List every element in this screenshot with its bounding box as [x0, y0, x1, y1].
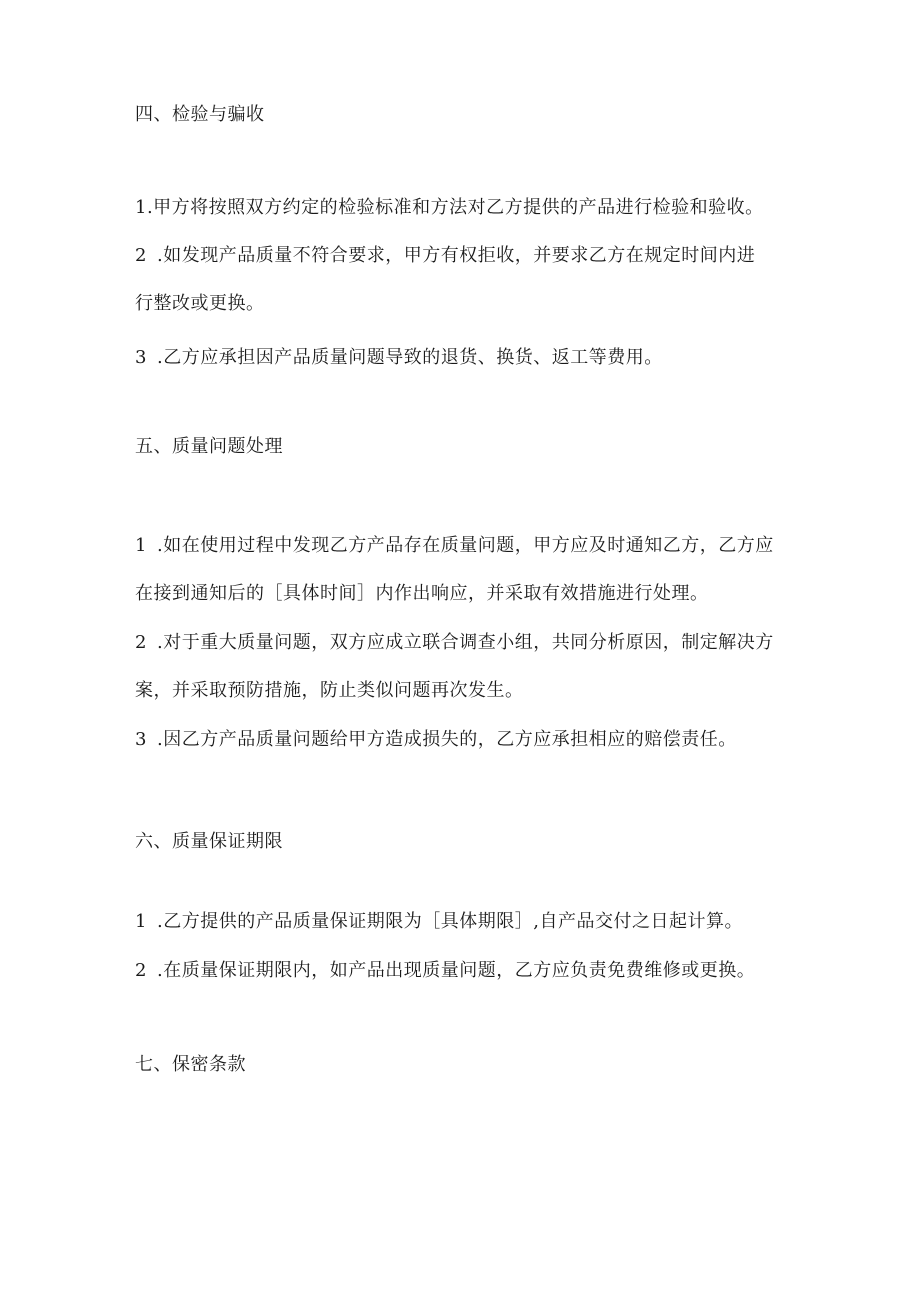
paragraph-line: .乙方应承担因产品质量问题导致的退货、换货、返工等费用。 — [157, 347, 663, 368]
section-heading-4: 四、检验与骗收 — [135, 104, 265, 125]
item-number: 1 — [135, 911, 147, 932]
paragraph-line: .如发现产品质量不符合要求，甲方有权拒收，并要求乙方在规定时间内进 — [157, 245, 756, 266]
paragraph-4-2-cont: 行整改或更换。 — [135, 293, 265, 314]
item-number: 2 — [135, 632, 147, 653]
section-heading-6: 六、质量保证期限 — [135, 831, 283, 852]
section-heading-7: 七、保密条款 — [135, 1054, 246, 1075]
paragraph-5-2-cont: 案，并采取预防措施，防止类似问题再次发生。 — [135, 680, 524, 701]
paragraph-line: .在质量保证期限内，如产品出现质量问题，乙方应负责免费维修或更换。 — [157, 960, 756, 981]
item-number: 3 — [135, 729, 147, 750]
item-number: 2 — [135, 245, 147, 266]
paragraph-5-1-cont: 在接到通知后的［具体时间］内作出响应，并采取有效措施进行处理。 — [135, 583, 709, 604]
paragraph-line: .乙方提供的产品质量保证期限为［具体期限］,自产品交付之日起计算。 — [157, 911, 743, 932]
paragraph-5-3 — [135, 728, 737, 752]
paragraph-line: .对于重大质量问题，双方应成立联合调查小组，共同分析原因，制定解决方 — [157, 632, 774, 653]
paragraph-4-2 — [135, 244, 755, 268]
paragraph-5-2 — [135, 631, 774, 655]
paragraph-4-3 — [135, 346, 663, 370]
paragraph-line: .因乙方产品质量问题给甲方造成损失的，乙方应承担相应的赔偿责任。 — [157, 729, 737, 750]
paragraph-4-1: 1.甲方将按照双方约定的检验标准和方法对乙方提供的产品进行检验和验收。 — [135, 197, 764, 218]
paragraph-line: .如在使用过程中发现乙方产品存在质量问题，甲方应及时通知乙方，乙方应 — [157, 535, 774, 556]
item-number: 3 — [135, 347, 147, 368]
paragraph-6-1 — [135, 910, 743, 934]
paragraph-6-2 — [135, 959, 755, 983]
section-heading-5: 五、质量问题处理 — [135, 436, 283, 457]
item-number: 2 — [135, 960, 147, 981]
item-number: 1 — [135, 535, 147, 556]
paragraph-5-1 — [135, 534, 774, 558]
